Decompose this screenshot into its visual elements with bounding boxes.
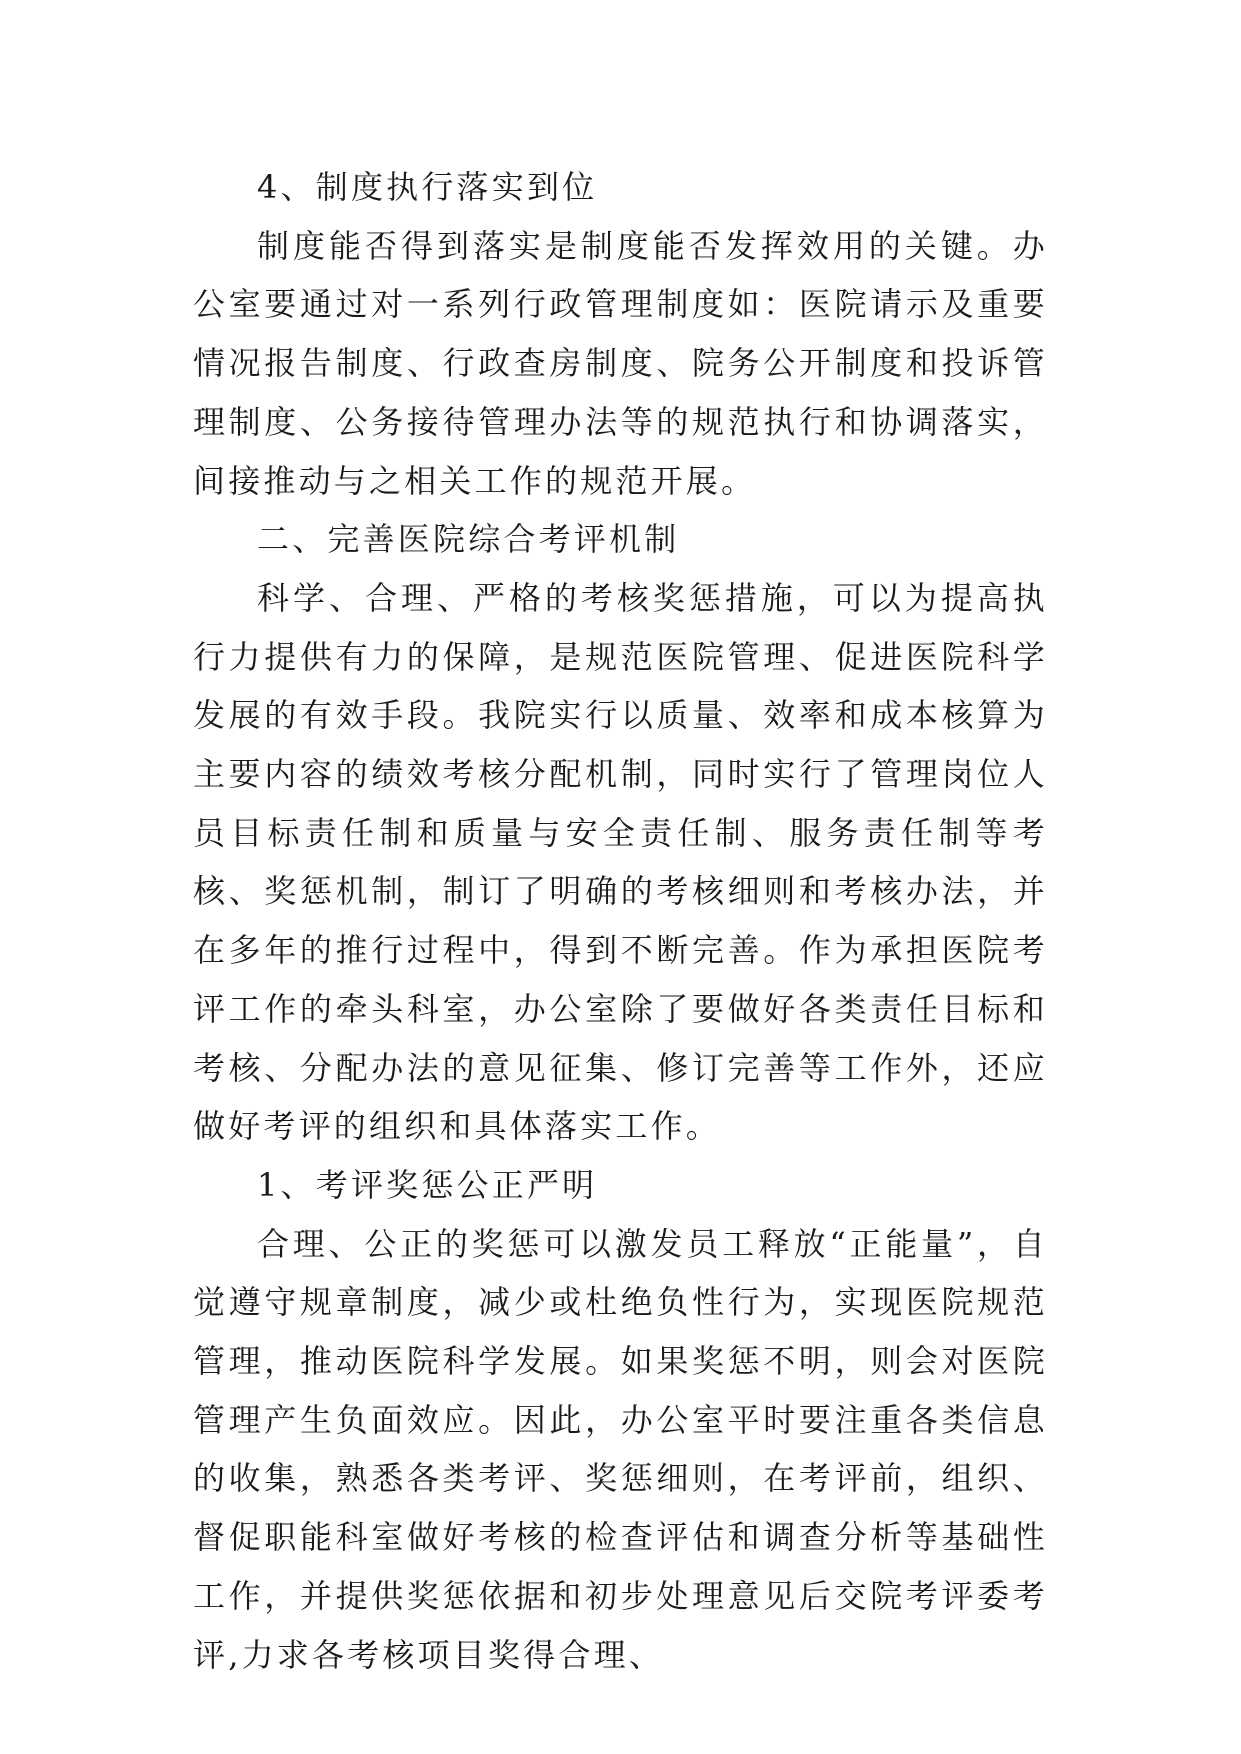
paragraph-evaluation-mechanism: 科学、合理、严格的考核奖惩措施，可以为提高执行力提供有力的保障，是规范医院管理、促进医院科学发展的有效手段。我院实行以质量、效率和成本核算为主要内容的绩效考核分配机制，同时实行了管理岗位人员目标责任制和质量与安全责任制、服务责任制等考核、奖惩机制，制订了明确的考核细则和考核办法，并在多年的推行过程中，得到不断完善。作为承担医院考评工作的牵头科室，办公室除了要做好各类责任目标和考核、分配办法的意见征集、修订完善等工作外，还应做好考评的组织和具体落实工作。 [193,578,1048,1146]
section-heading-1: 1、考评奖惩公正严明 [257,1165,598,1204]
paragraph-rewards-penalties: 合理、公正的奖惩可以激发员工释放“正能量”，自觉遵守规章制度，减少或杜绝负性行为，实现医院规范管理，推动医院科学发展。如果奖惩不明，则会对医院管理产生负面效应。因此，办公室平时要注重各类信息的收集，熟悉各类考评、奖惩细则，在考评前，组织、督促职能科室做好考核的检查评估和调查分析等基础性工作，并提供奖惩依据和初步处理意见后交院考评委考评,力求各考核项目奖得合理、 [193,1224,1048,1674]
section-heading-2: 二、完善医院综合考评机制 [257,520,680,559]
document-body [193,158,1048,1684]
paragraph-system-execution: 制度能否得到落实是制度能否发挥效用的关键。办公室要通过对一系列行政管理制度如：医院请示及重要情况报告制度、行政查房制度、院务公开制度和投诉管理制度、公务接待管理办法等的规范执行和协调落实，间接推动与之相关工作的规范开展。 [193,226,1048,500]
section-heading-4: 4、制度执行落实到位 [257,168,598,206]
